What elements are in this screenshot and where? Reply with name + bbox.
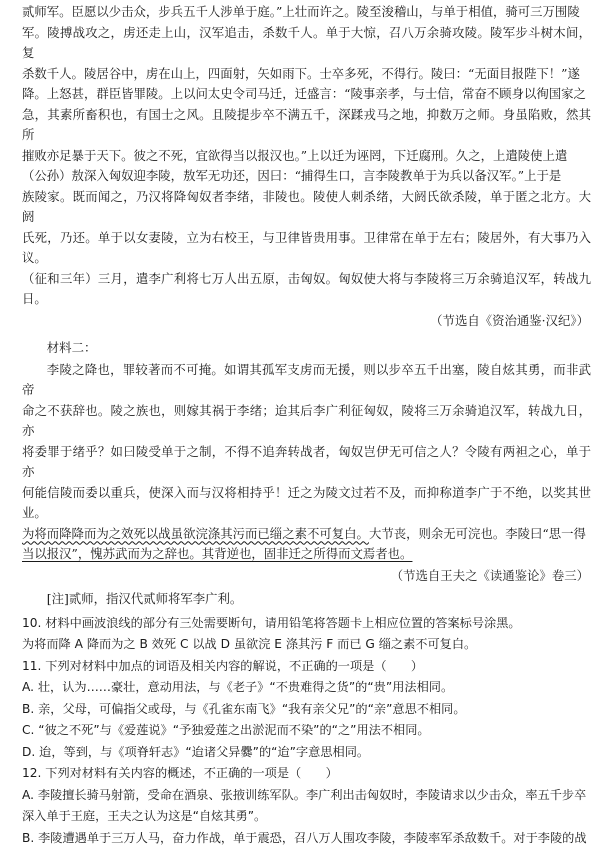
question-12-prompt: 12. 下列对材料有关内容的概述，不正确的一项是（ ） [22, 763, 591, 785]
material-two-text: 大节丧，则余无可浣也。李陵曰“思一得 [369, 526, 586, 541]
material-two-wavy-line [22, 524, 591, 545]
question-10-text: 为将而降 A 降而为之 B 效死 C 以战 D 虽欲浣 E 涤其污 F 而已 G 缁之素不可复白。 [22, 634, 591, 656]
material-one [22, 2, 591, 331]
material-two-source: （节选自王夫之《读通鉴论》卷三） [22, 565, 591, 586]
material-one-line: （征和三年）三月，遣李广利将七万人出五原，击匈奴。匈奴使大将与李陵将三万余骑追汉军，转战九日。 [22, 269, 591, 310]
question-12-option-b: B. 李陵遭遇单于三万人马，奋力作战，单于震恐，召八万人围攻李陵，李陵率军杀敌数千。对于李陵的战 [22, 828, 591, 849]
material-two-line: 何能信陵而委以重兵，使深入而与汉将相持乎！迁之为陵文过若不及，而抑称道李广于不绝，以奖其世业。 [22, 483, 591, 524]
material-two-heading: 材料二： [22, 337, 591, 358]
question-11-option-d: D. 迨，等到，与《项脊轩志》“迨诸父异爨”的“迨”字意思相同。 [22, 742, 591, 764]
material-one-line: 杀数千人。陵居谷中，虏在山上，四面射，矢如雨下。士卒多死，不得行。陵曰：“无面目报陛下！”遂 [22, 64, 591, 85]
question-11 [22, 656, 591, 764]
material-one-line: （公孙）敖深入匈奴迎李陵，敖军无功还，因曰：“捕得生口，言李陵教单于为兵以备汉军。”上于是 [22, 166, 591, 187]
question-12-option-a-cont: 深入单于王庭，王夫之认为这是“自炫其勇”。 [22, 806, 591, 828]
material-one-line: 军。陵搏战攻之，虏还走上山，汉军追击，杀数千人。单于大惊，召八万余骑攻陵。陵军步斗树木间，复 [22, 23, 591, 64]
question-11-option-c: C. “彼之不死”与《爱莲说》“予独爱莲之出淤泥而不染”的“之”用法不相同。 [22, 720, 591, 742]
question-11-option-b: B. 亲，父母，可偏指父或母，与《孔雀东南飞》“我有亲父兄”的“亲”意思不相同。 [22, 699, 591, 721]
material-two-line: 李陵之降也，罪较著而不可掩。如谓其孤军支虏而无援，则以步卒五千出塞，陵自炫其勇，而非武帝 [22, 360, 591, 401]
material-one-line: 急，其素所畜积也，有国士之风。且陵提步卒不满五千，深蹂戎马之地，抑数万之师。身虽陷败，然其所 [22, 105, 591, 146]
question-11-option-a: A. 壮，认为……豪壮，意动用法，与《老子》“不贵难得之货”的“贵”用法相同。 [22, 677, 591, 699]
question-12-option-a: A. 李陵擅长骑马射箭，受命在酒泉、张掖训练军队。李广利出击匈奴时，李陵请求以少击众，率五千步卒 [22, 785, 591, 807]
material-two [22, 337, 591, 609]
underlined-text: 当以报汉”，愧苏武而为之辞也。其背逆也，固非迁之所得而文焉者也。 [22, 546, 412, 561]
material-one-line: 族陵家。既而闻之，乃汉将降匈奴者李绪，非陵也。陵使人刺杀绪，大阏氏欲杀陵，单于匿之北方。大阏 [22, 187, 591, 228]
question-10 [22, 613, 591, 656]
wavy-underlined-text: 为将而降降而为之效死以战虽欲浣涤其污而已缁之素不可复白。 [22, 526, 369, 541]
material-two-line: 将委罪于绪乎？如曰陵受单于之制，不得不追奔转战者，匈奴岂伊无可信之人？令陵有两袒之心，单于亦 [22, 442, 591, 483]
material-one-line: 摧败亦足暴于天下。彼之不死，宜欲得当以报汉也。”上以迁为诬罔，下迁腐刑。久之，上遣陵使上遣 [22, 146, 591, 167]
material-one-line: 降。上怒甚，群臣皆罪陵。上以问太史令司马迁，迁盛言：“陵事亲孝，与士信，常奋不顾身以徇国家之 [22, 84, 591, 105]
question-11-prompt: 11. 下列对材料中加点的词语及相关内容的解说，不正确的一项是（ ） [22, 656, 591, 678]
material-two-line: 命之不获辞也。陵之族也，则嫁其祸于李绪；迨其后李广利征匈奴，陵将三万余骑追汉军，转战九日，亦 [22, 401, 591, 442]
material-two-note: [注]贰师，指汉代贰师将军李广利。 [22, 588, 591, 609]
material-one-line: 贰师军。臣愿以少击众，步兵五千人涉单于庭。”上壮而许之。陵至浚稽山，与单于相值，骑可三万围陵 [22, 2, 591, 23]
question-12 [22, 763, 591, 849]
material-two-wavy-line [22, 544, 591, 565]
question-10-prompt: 10. 材料中画波浪线的部分有三处需要断句，请用铅笔将答题卡上相应位置的答案标号涂黑。 [22, 613, 591, 635]
material-one-source: （节选自《资治通鉴·汉纪》） [22, 310, 591, 331]
material-one-line: 氏死，乃还。单于以女妻陵，立为右校王，与卫律皆贵用事。卫律常在单于左右；陵居外，有大事乃入议。 [22, 228, 591, 269]
